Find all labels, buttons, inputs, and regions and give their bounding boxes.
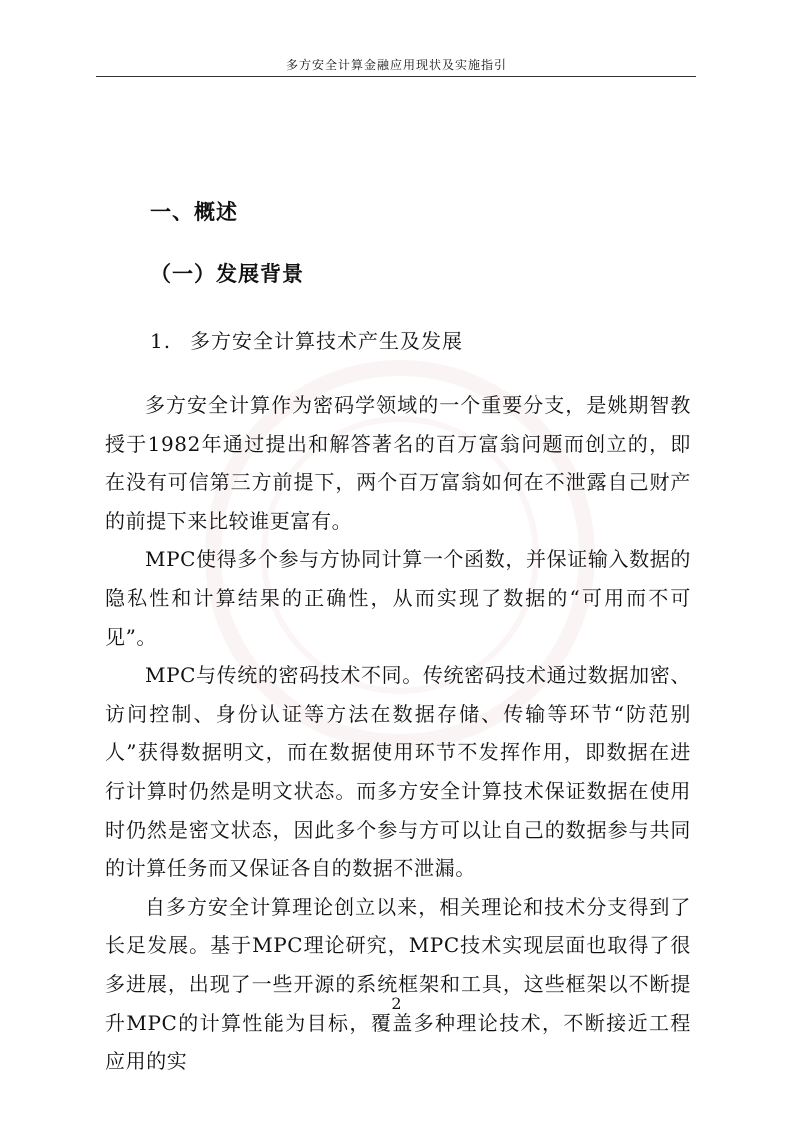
subsubsection-title: 多方安全计算技术产生及发展 xyxy=(190,329,463,353)
running-header: 多方安全计算金融应用现状及实施指引 xyxy=(285,58,507,72)
paragraph: 自多方安全计算理论创立以来，相关理论和技术分支得到了长足发展。基于MPC理论研究，MPC技术实现层面也取得了很多进展，出现了一些开源的系统框架和工具，这些框架以不断提升MPC的计算性能为目标，覆盖多种理论技术，不断接近工程应用的实 xyxy=(105,894,691,1074)
subsubsection-heading xyxy=(150,325,463,354)
paragraph: 多方安全计算作为密码学领域的一个重要分支，是姚期智教授于1982年通过提出和解答著名的百万富翁问题而创立的，即在没有可信第三方前提下，两个百万富翁如何在不泄露自己财产的前提下来比较谁更富有。 xyxy=(105,393,691,533)
section-heading: 一、概述 xyxy=(150,200,238,224)
subsection-heading: （一）发展背景 xyxy=(150,262,304,286)
page-number: 2 xyxy=(391,994,402,1013)
body-text xyxy=(105,386,691,1081)
paragraph: MPC与传统的密码技术不同。传统密码技术通过数据加密、访问控制、身份认证等方法在数据存储、传输等环节“防范别人”获得数据明文，而在数据使用环节不发挥作用，即数据在进行计算时仍然是明文状态。而多方安全计算技术保证数据在使用时仍然是密文状态，因此多个参与方可以让自己的数据参与共同的计算任务而又保证各自的数据不泄漏。 xyxy=(105,663,691,881)
paragraph: MPC使得多个参与方协同计算一个函数，并保证输入数据的隐私性和计算结果的正确性，从而实现了数据的“可用而不可见”。 xyxy=(105,547,691,649)
header-divider xyxy=(96,76,696,77)
subsubsection-number: 1. xyxy=(150,329,172,353)
